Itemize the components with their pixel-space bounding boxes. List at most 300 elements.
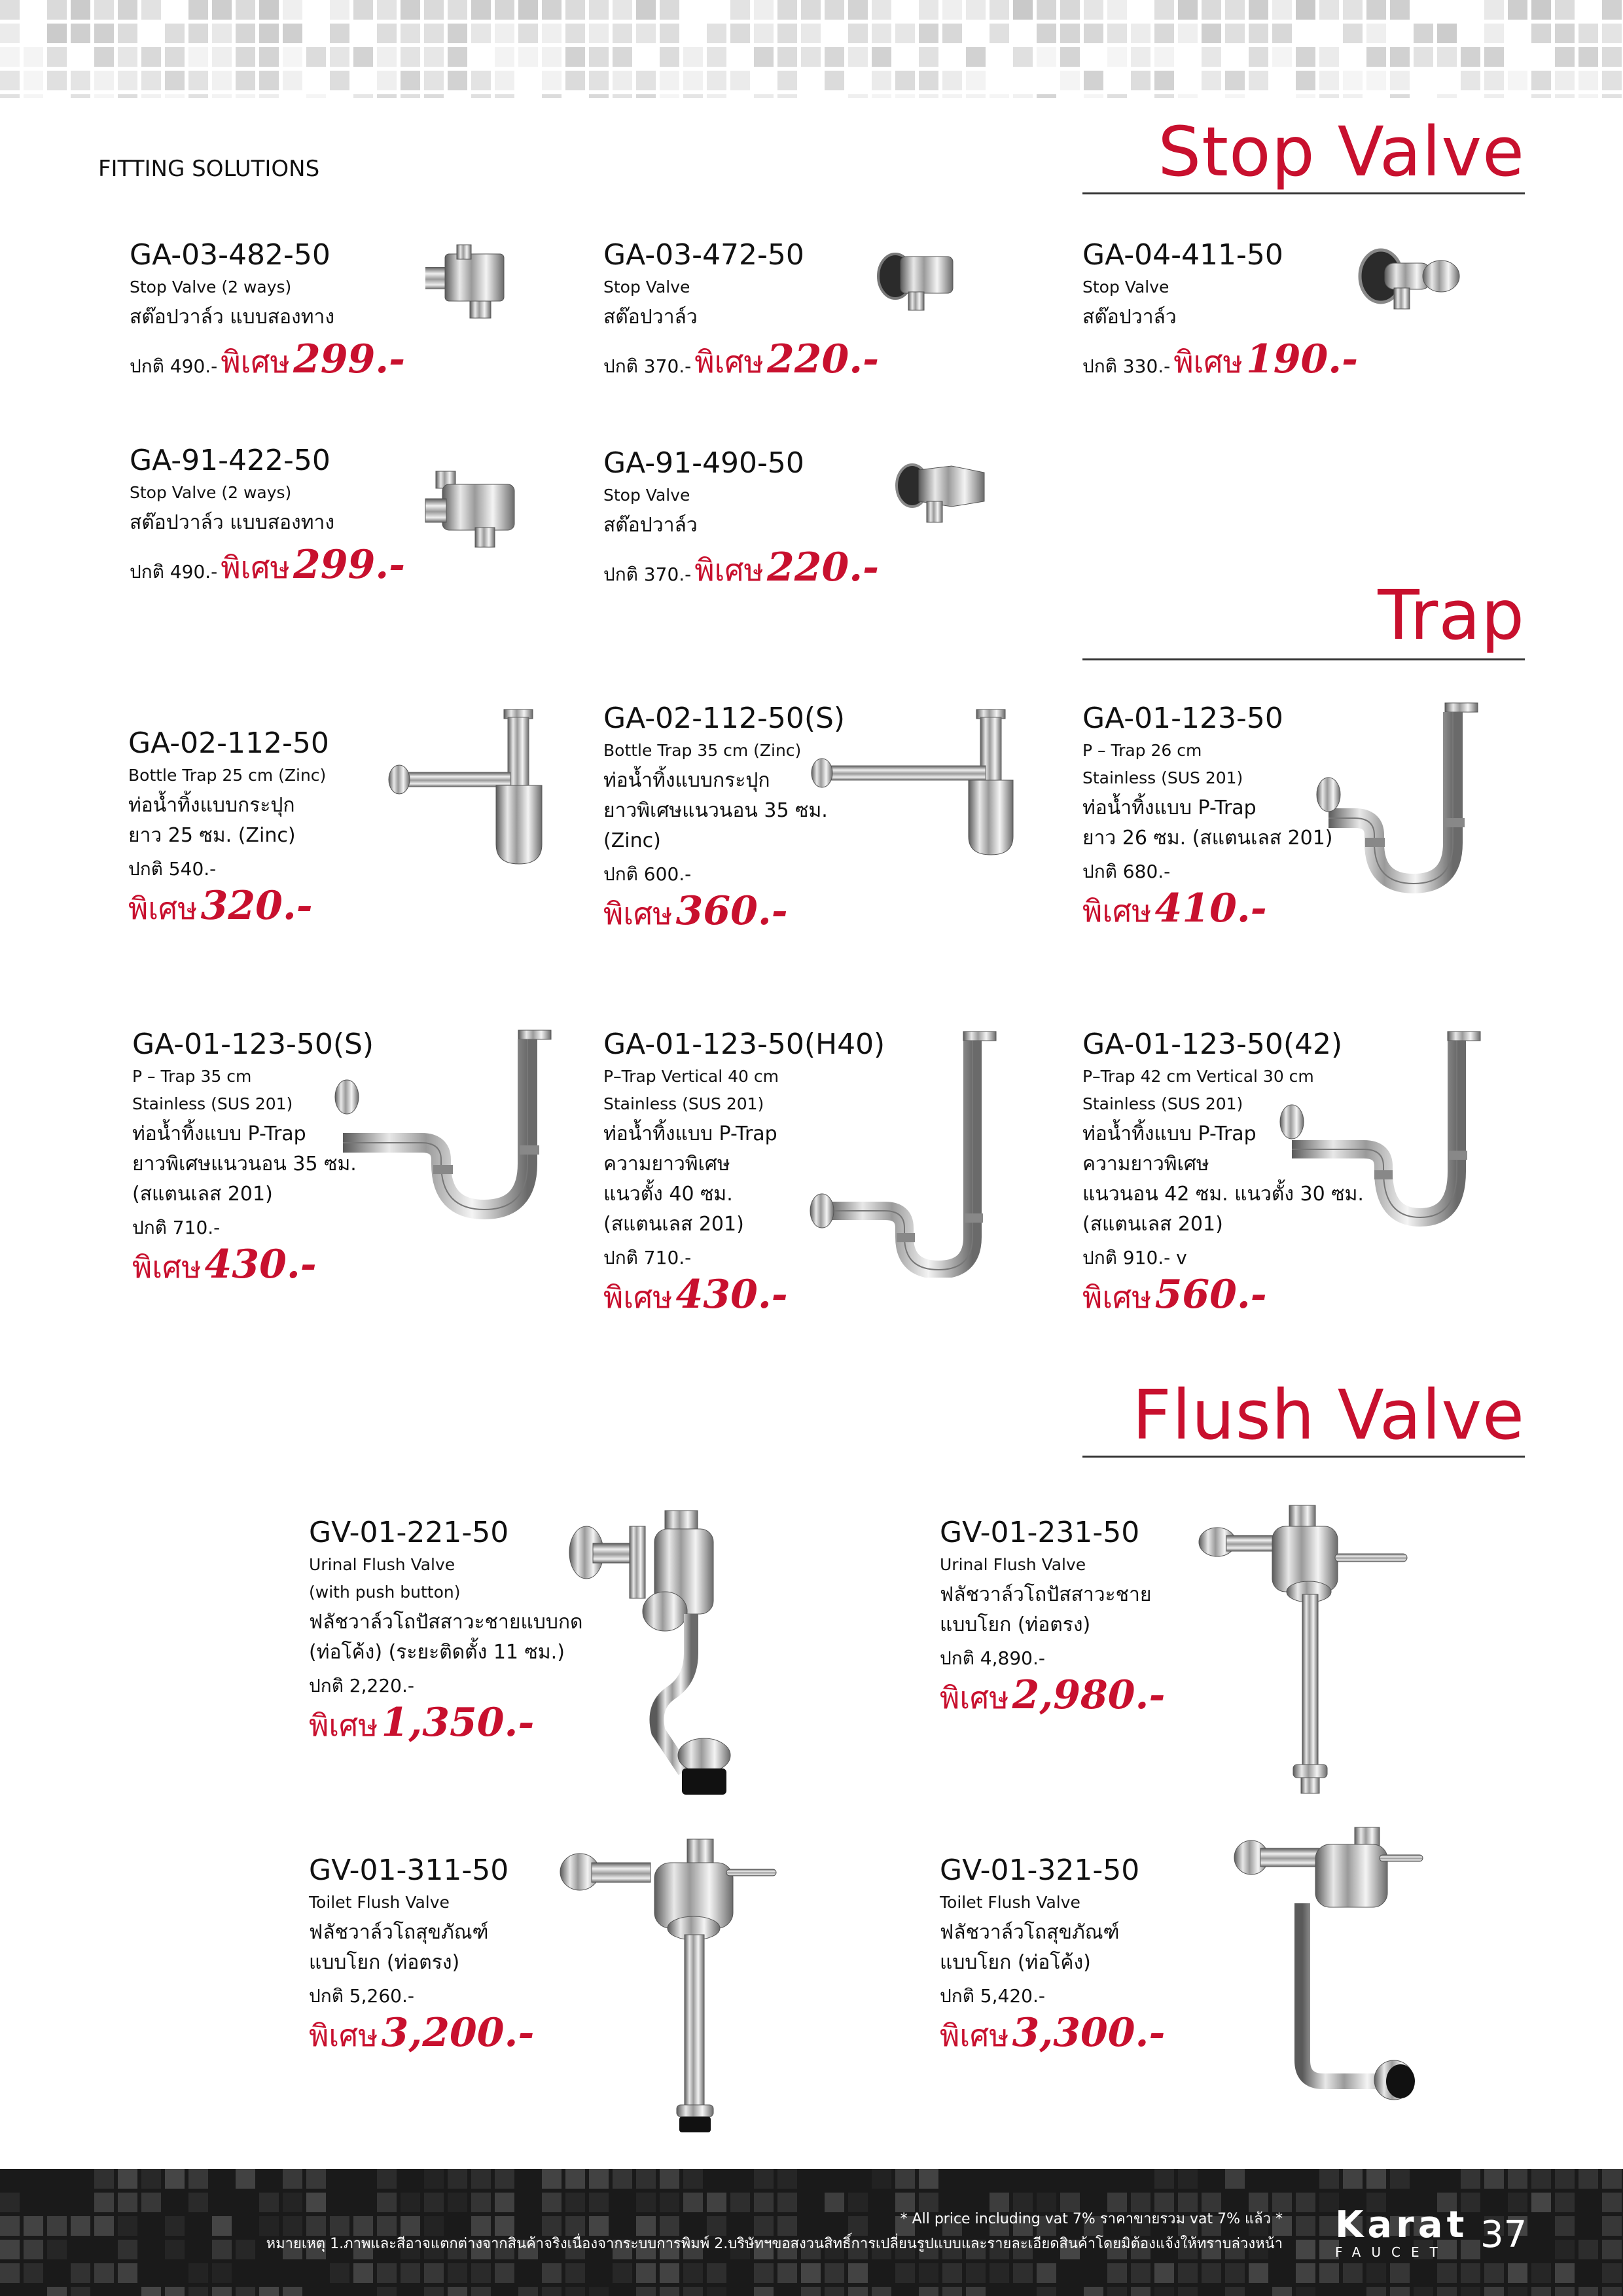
mosaic-tile [1131,47,1150,67]
stop-valve-square-image [874,243,972,315]
mosaic-tile [47,0,67,20]
product-card-gv-01-231-50 [940,1515,1165,1727]
mosaic-tile [1249,0,1268,20]
special-price: 360.- [675,888,788,934]
stop-valve-2way-hex-image [423,465,534,551]
mosaic-tile [1555,94,1575,98]
product-code: GV-01-221-50 [309,1516,509,1549]
mosaic-tile [1107,2287,1127,2296]
product-card-ga-04-411-50 [1082,237,1358,386]
mosaic-tile [306,47,326,67]
mosaic-tile [1602,2240,1622,2259]
mosaic-tile [1578,2240,1598,2259]
mosaic-tile [660,71,679,90]
mosaic-tile [1508,2287,1527,2296]
mosaic-tile [565,2263,585,2283]
mosaic-tile [565,2169,585,2189]
mosaic-tile [188,2169,208,2189]
mosaic-tile [1484,0,1504,20]
mosaic-tile [448,71,467,90]
product-name-th: ฟลัชวาล์วโถสุขภัณฑ์ แบบโยก (ท่อโค้ง) [940,1921,1120,1974]
mosaic-tile [424,47,444,67]
mosaic-tile [1484,2263,1504,2283]
mosaic-tile [1531,2287,1551,2296]
mosaic-tile [895,2263,915,2283]
mosaic-tile [1319,47,1339,67]
mosaic-tile [1461,71,1480,90]
special-label: พิเศษ [309,1708,378,1743]
mosaic-tile [47,2216,67,2236]
product-code: GA-01-123-50(42) [1082,1028,1343,1061]
mosaic-tile [471,24,491,43]
mosaic-tile [1013,94,1033,98]
mosaic-tile [636,24,656,43]
mosaic-tile [141,0,161,20]
mosaic-tile [848,2193,868,2212]
p-trap-35cm-image [331,1028,567,1224]
mosaic-tile [377,2193,397,2212]
mosaic-tile [1107,0,1127,20]
mosaic-tile [1437,47,1457,67]
vat-note: * All price including vat 7% ราคาขายรวม vat 7% แล้ว * [900,2211,1283,2227]
mosaic-tile [377,94,397,98]
mosaic-tile [589,2193,609,2212]
mosaic-tile [1531,2263,1551,2283]
mosaic-tile [942,24,962,43]
mosaic-tile [306,2169,326,2189]
mosaic-tile [1343,2169,1363,2189]
toilet-flush-valve-curved-image [1230,1825,1427,2126]
product-name-th: สต๊อปวาล์ว แบบสองทาง [130,306,334,329]
mosaic-tile [1107,94,1127,98]
mosaic-tile [754,0,774,20]
mosaic-tile [236,2287,255,2296]
mosaic-tile [777,2193,797,2212]
mosaic-tile [1414,2287,1433,2296]
mosaic-tile [0,0,20,20]
mosaic-tile [1037,94,1056,98]
mosaic-tile [589,0,609,20]
page-kicker: FITTING SOLUTIONS [98,156,320,182]
mosaic-tile [47,2240,67,2259]
mosaic-tile [1578,94,1598,98]
mosaic-tile [377,71,397,90]
mosaic-tile [71,2216,90,2236]
mosaic-tile [353,94,373,98]
mosaic-tile [919,0,938,20]
p-trap-42cm-image [1276,1029,1499,1238]
mosaic-tile [1178,24,1198,43]
mosaic-tile [471,2287,491,2296]
mosaic-tile [825,2193,844,2212]
mosaic-tile [212,2263,232,2283]
mosaic-tile [565,0,585,20]
mosaic-tile [1531,71,1551,90]
mosaic-tile [777,2263,797,2283]
mosaic-tile [1013,0,1033,20]
section-title-flush-valve: Flush Valve [1132,1375,1525,1455]
mosaic-tile [259,71,279,90]
mosaic-tile [1296,2263,1315,2283]
mosaic-tile [613,47,632,67]
mosaic-tile [471,94,491,98]
mosaic-tile [401,47,420,67]
mosaic-tile [1366,24,1386,43]
special-price: 3,300.- [1012,2010,1166,2056]
mosaic-tile [1343,24,1363,43]
mosaic-tile [259,94,279,98]
mosaic-tile [801,47,821,67]
special-label: พิเศษ [603,896,673,931]
mosaic-tile [1202,71,1221,90]
mosaic-tile [1084,2287,1103,2296]
mosaic-tile [1437,2287,1457,2296]
product-code: GA-01-123-50(S) [132,1028,374,1061]
mosaic-tile [1602,2169,1622,2189]
mosaic-tile [353,0,373,20]
mosaic-tile [353,2263,373,2283]
special-label: พิเศษ [132,1249,202,1285]
mosaic-tile [118,47,137,67]
mosaic-tile [1178,94,1198,98]
mosaic-tile [94,94,114,98]
product-code: GV-01-321-50 [940,1854,1140,1887]
mosaic-tile [283,47,302,67]
mosaic-tile [71,71,90,90]
mosaic-tile [1366,2287,1386,2296]
mosaic-tile [1343,0,1363,20]
mosaic-tile [259,24,279,43]
product-card-ga-03-482-50 [130,237,405,386]
product-code: GA-01-123-50 [1082,702,1283,735]
mosaic-tile [188,2263,208,2283]
product-name-th: ท่อน้ำทิ้งแบบกระปุก ยาว 25 ซม. (Zinc) [128,794,296,847]
product-code: GA-04-411-50 [1082,238,1283,272]
mosaic-tile [118,2240,137,2259]
mosaic-tile [1366,0,1386,20]
mosaic-tile [1508,71,1527,90]
mosaic-tile [1555,2240,1575,2259]
mosaic-tile [71,2287,90,2296]
mosaic-tile [1414,47,1433,67]
special-label: พิเศษ [694,552,764,588]
mosaic-tile [1508,2169,1527,2189]
mosaic-tile [141,2169,161,2189]
mosaic-tile [1366,71,1386,90]
p-trap-26cm-image [1314,700,1497,897]
mosaic-tile [1178,2287,1198,2296]
mosaic-tile [919,24,938,43]
mosaic-tile [966,2287,986,2296]
mosaic-tile [895,71,915,90]
mosaic-tile [1602,2287,1622,2296]
mosaic-tile [919,94,938,98]
mosaic-tile [165,2240,185,2259]
mosaic-tile [424,71,444,90]
mosaic-tile [1154,47,1174,67]
mosaic-tile [1366,47,1386,67]
mosaic-tile [1202,24,1221,43]
mosaic-tile [1555,2287,1575,2296]
mosaic-tile [71,94,90,98]
mosaic-tile [47,2287,67,2296]
mosaic-tile [848,94,868,98]
mosaic-tile [1555,2263,1575,2283]
mosaic-tile [1390,0,1410,20]
mosaic-tile [683,2193,703,2212]
special-label: พิเศษ [309,2018,378,2053]
mosaic-tile [589,24,609,43]
normal-price: ปกติ 710.- [603,1247,692,1268]
mosaic-tile [236,94,255,98]
mosaic-tile [118,2169,137,2189]
mosaic-tile [1461,2263,1480,2283]
mosaic-tile [1390,94,1410,98]
mosaic-tile [966,71,986,90]
mosaic-tile [730,2193,750,2212]
mosaic-tile [1343,2263,1363,2283]
mosaic-tile [71,24,90,43]
mosaic-tile [330,0,349,20]
special-price: 1,350.- [381,1700,535,1746]
mosaic-tile [330,24,349,43]
mosaic-tile [1602,2263,1622,2283]
mosaic-tile [165,94,185,98]
mosaic-tile [872,24,891,43]
mosaic-tile [448,47,467,67]
mosaic-tile [188,0,208,20]
mosaic-tile [165,2216,185,2236]
product-name-th: สต๊อปวาล์ว แบบสองทาง [130,511,334,534]
mosaic-tile [872,47,891,67]
mosaic-tile [141,94,161,98]
mosaic-tile [471,2193,491,2212]
mosaic-tile [1319,2169,1339,2189]
mosaic-tile [990,24,1009,43]
page-number: 37 [1480,2214,1527,2256]
product-name-en: Bottle Trap 35 cm (Zinc) [603,741,802,760]
mosaic-tile [448,2287,467,2296]
toilet-flush-valve-straight-image [556,1837,779,2138]
mosaic-tile [118,0,137,20]
mosaic-tile [1272,24,1292,43]
mosaic-tile [377,2287,397,2296]
mosaic-tile [1272,0,1292,20]
mosaic-tile [1366,2169,1386,2189]
section-title-stop-valve: Stop Valve [1158,112,1525,192]
special-label: พิเศษ [1082,1280,1152,1315]
mosaic-tile [24,47,43,67]
normal-price: ปกติ 710.- [132,1217,221,1238]
product-card-ga-91-422-50 [130,442,405,592]
mosaic-tile [1037,0,1056,20]
mosaic-tile [1484,2169,1504,2189]
mosaic-tile [377,0,397,20]
mosaic-tile [754,2263,774,2283]
mosaic-tile [212,2287,232,2296]
mosaic-tile [683,71,703,90]
mosaic-tile [377,24,397,43]
mosaic-tile [24,2263,43,2283]
mosaic-tile [542,47,562,67]
mosaic-tile [1531,2193,1551,2212]
mosaic-tile [24,71,43,90]
mosaic-tile [1178,0,1198,20]
mosaic-tile [565,47,585,67]
mosaic-tile [565,2193,585,2212]
mosaic-tile [942,0,962,20]
mosaic-tile [94,24,114,43]
mosaic-tile [1178,2169,1198,2189]
mosaic-tile [518,0,538,20]
top-mosaic-pattern [0,0,1623,98]
mosaic-tile [1249,71,1268,90]
mosaic-tile [495,71,514,90]
mosaic-tile [754,24,774,43]
mosaic-tile [966,0,986,20]
mosaic-tile [919,2287,938,2296]
product-name-en: Stop Valve (2 ways) [130,278,292,296]
mosaic-tile [424,2193,444,2212]
mosaic-tile [0,2193,20,2212]
mosaic-tile [1154,2287,1174,2296]
mosaic-tile [1578,2169,1598,2189]
special-price: 220.- [767,545,880,590]
product-card-gv-01-321-50 [940,1852,1165,2065]
mosaic-tile [1319,2263,1339,2283]
mosaic-tile [730,71,750,90]
product-name-th: ฟลัชวาล์วโถปัสสาวะชายแบบกด (ท่อโค้ง) (ระยะติดตั้ง 11 ซม.) [309,1611,583,1664]
mosaic-tile [165,47,185,67]
special-label: พิเศษ [128,891,198,926]
mosaic-tile [730,0,750,20]
mosaic-tile [424,2263,444,2283]
mosaic-tile [448,2263,467,2283]
special-price: 560.- [1154,1272,1267,1318]
mosaic-tile [872,2169,891,2189]
mosaic-tile [707,2287,726,2296]
product-code: GA-03-472-50 [603,238,804,272]
mosaic-tile [236,24,255,43]
special-label: พิเศษ [694,344,764,380]
mosaic-tile [236,0,255,20]
product-name-en: P–Trap Vertical 40 cm Stainless (SUS 201) [603,1067,779,1113]
product-name-th: ฟลัชวาล์วโถปัสสาวะชาย แบบโยก (ท่อตรง) [940,1583,1152,1636]
mosaic-tile [1555,71,1575,90]
mosaic-tile [236,2169,255,2189]
mosaic-tile [1084,24,1103,43]
mosaic-tile [613,94,632,98]
mosaic-tile [754,2193,774,2212]
mosaic-tile [1602,2216,1622,2236]
product-name-en: Urinal Flush Valve (with push button) [309,1555,461,1602]
mosaic-tile [424,24,444,43]
mosaic-tile [94,0,114,20]
mosaic-tile [330,2263,349,2283]
mosaic-tile [990,2263,1009,2283]
mosaic-tile [495,2263,514,2283]
mosaic-tile [660,2263,679,2283]
mosaic-tile [495,47,514,67]
mosaic-tile [377,2169,397,2189]
p-trap-vertical-40cm-image [806,1029,1022,1278]
mosaic-tile [0,71,20,90]
product-card-gv-01-221-50 [309,1515,583,1755]
special-price: 299.- [293,542,406,588]
mosaic-tile [1531,24,1551,43]
mosaic-tile [448,0,467,20]
bottle-trap-25cm-image [386,707,550,870]
mosaic-tile [94,2263,114,2283]
mosaic-tile [1225,24,1245,43]
mosaic-tile [1484,71,1504,90]
normal-price: ปกติ 600.- [603,863,692,885]
mosaic-tile [0,2263,20,2283]
mosaic-tile [1296,71,1315,90]
product-card-ga-02-112-50 [128,725,329,938]
mosaic-tile [165,24,185,43]
mosaic-tile [377,2263,397,2283]
mosaic-tile [212,2240,232,2259]
mosaic-tile [966,2263,986,2283]
mosaic-tile [188,2193,208,2212]
mosaic-tile [542,0,562,20]
mosaic-tile [1366,2263,1386,2283]
mosaic-tile [94,2169,114,2189]
mosaic-tile [283,71,302,90]
mosaic-tile [565,2287,585,2296]
product-name-th: ท่อน้ำทิ้งแบบ P-Trap ยาว 26 ซม. (สแตนเลส 201) [1082,797,1333,850]
product-name-en: Stop Valve [603,278,690,296]
mosaic-tile [1107,2263,1127,2283]
mosaic-tile [118,2263,137,2283]
mosaic-tile [236,2240,255,2259]
mosaic-tile [542,2193,562,2212]
mosaic-tile [1060,47,1080,67]
mosaic-tile [165,2169,185,2189]
mosaic-tile [895,2169,915,2189]
mosaic-tile [1414,24,1433,43]
mosaic-tile [188,47,208,67]
mosaic-tile [283,24,302,43]
mosaic-tile [942,94,962,98]
mosaic-tile [825,71,844,90]
mosaic-tile [141,71,161,90]
mosaic-tile [1343,71,1363,90]
mosaic-tile [919,47,938,67]
special-label: พิเศษ [221,344,290,380]
mosaic-tile [589,94,609,98]
mosaic-tile [165,2287,185,2296]
product-name-en: Bottle Trap 25 cm (Zinc) [128,766,327,785]
bottle-trap-35cm-image [809,707,1025,870]
mosaic-tile [1131,2287,1150,2296]
mosaic-tile [990,0,1009,20]
mosaic-tile [118,71,137,90]
mosaic-tile [1107,24,1127,43]
normal-price: ปกติ 540.- [128,858,217,880]
special-label: พิเศษ [1082,893,1152,929]
mosaic-tile [1602,2193,1622,2212]
mosaic-tile [259,2193,279,2212]
mosaic-tile [47,71,67,90]
mosaic-tile [1390,71,1410,90]
mosaic-tile [24,2216,43,2236]
special-price: 3,200.- [381,2010,535,2056]
special-price: 2,980.- [1012,1672,1166,1718]
mosaic-tile [1437,24,1457,43]
mosaic-tile [777,71,797,90]
